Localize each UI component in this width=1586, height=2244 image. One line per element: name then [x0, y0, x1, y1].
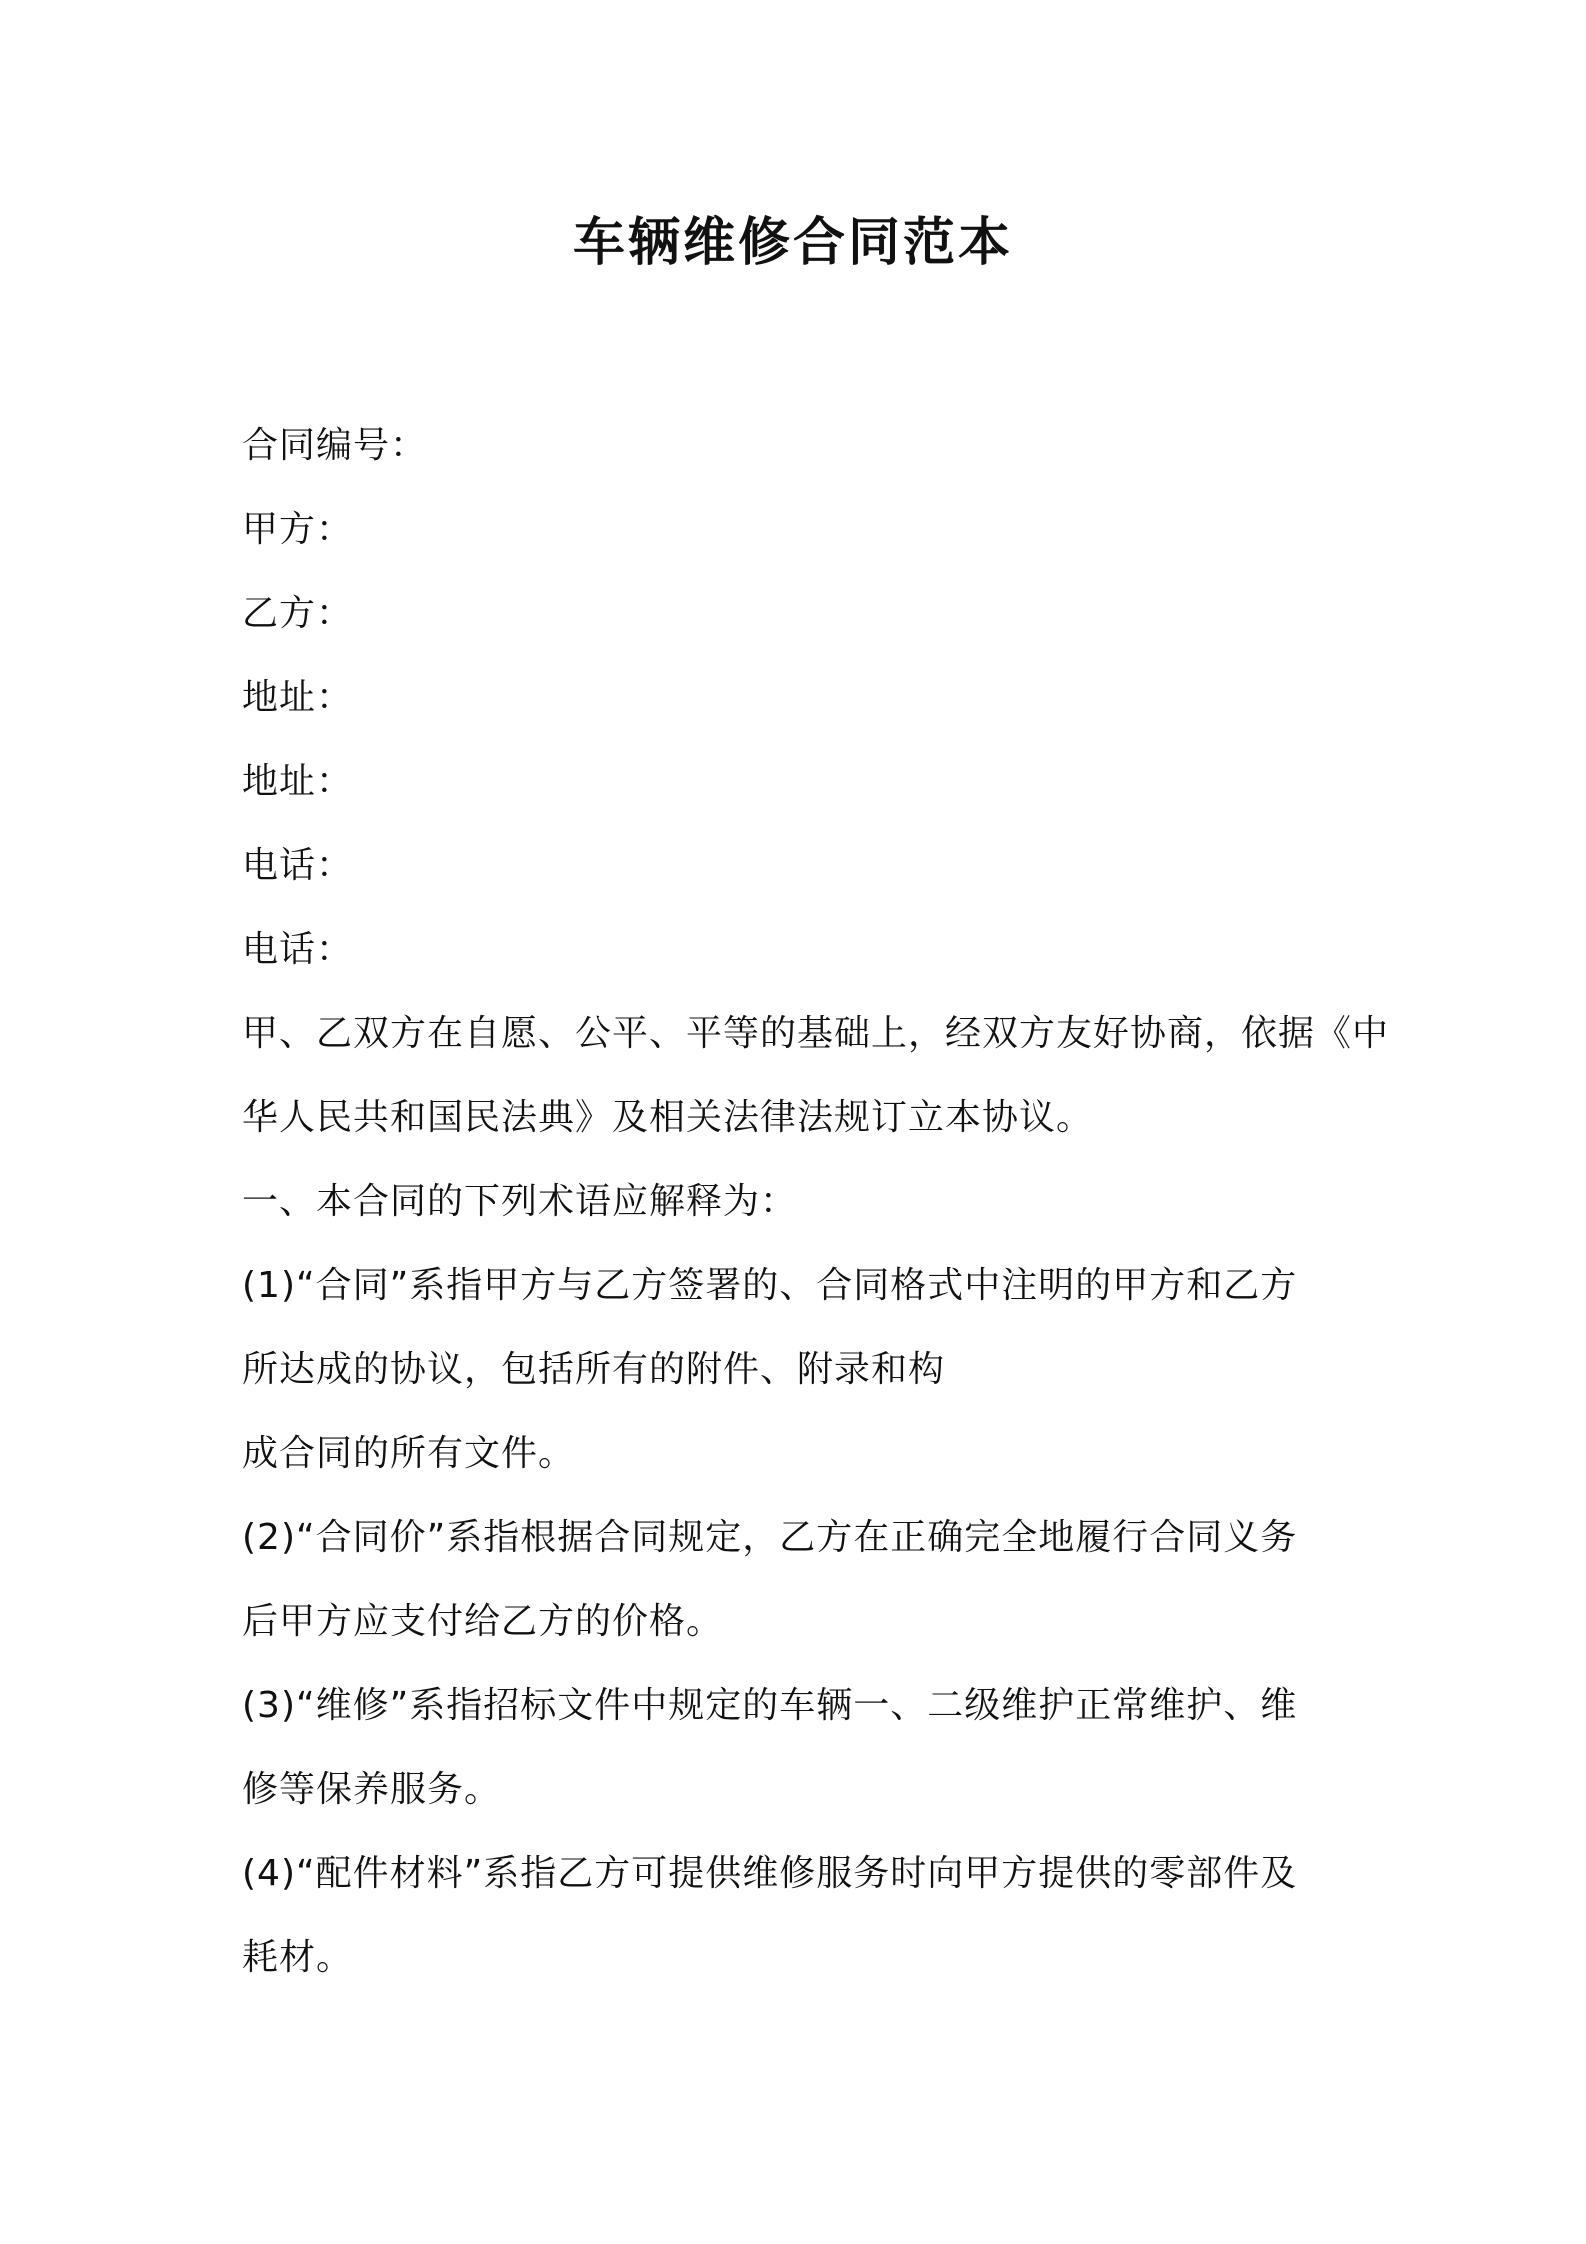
party-b-field: 乙方： [242, 593, 354, 634]
section-1-heading: 一、本合同的下列术语应解释为： [242, 1181, 798, 1222]
address-a-field: 地址： [242, 677, 354, 718]
address-b-field: 地址： [242, 761, 354, 802]
party-a-field: 甲方： [242, 509, 354, 550]
preamble-line-1: 甲、乙双方在自愿、公平、平等的基础上，经双方友好协商，依据《中 [242, 1013, 1390, 1054]
term-3-line-1: (3)“维修”系指招标文件中规定的车辆一、二级维护正常维护、维 [242, 1685, 1298, 1726]
contract-number-field: 合同编号： [242, 425, 428, 466]
phone-a-field: 电话： [242, 845, 354, 886]
term-2-line-1: (2)“合同价”系指根据合同规定，乙方在正确完全地履行合同义务 [242, 1517, 1298, 1558]
term-3-line-2: 修等保养服务。 [242, 1769, 502, 1810]
term-4-line-2: 耗材。 [242, 1937, 354, 1978]
term-2-line-2: 后甲方应支付给乙方的价格。 [242, 1601, 724, 1642]
term-4-line-1: (4)“配件材料”系指乙方可提供维修服务时向甲方提供的零部件及 [242, 1853, 1298, 1894]
term-1-line-2: 所达成的协议，包括所有的附件、附录和构 [242, 1349, 946, 1390]
phone-b-field: 电话： [242, 929, 354, 970]
document-title: 车辆维修合同范本 [572, 213, 1013, 273]
term-1-line-3: 成合同的所有文件。 [242, 1433, 576, 1474]
preamble-line-2: 华人民共和国民法典》及相关法律法规订立本协议。 [242, 1097, 1094, 1138]
term-1-line-1: (1)“合同”系指甲方与乙方签署的、合同格式中注明的甲方和乙方 [242, 1265, 1298, 1306]
document-body [242, 404, 1390, 2000]
